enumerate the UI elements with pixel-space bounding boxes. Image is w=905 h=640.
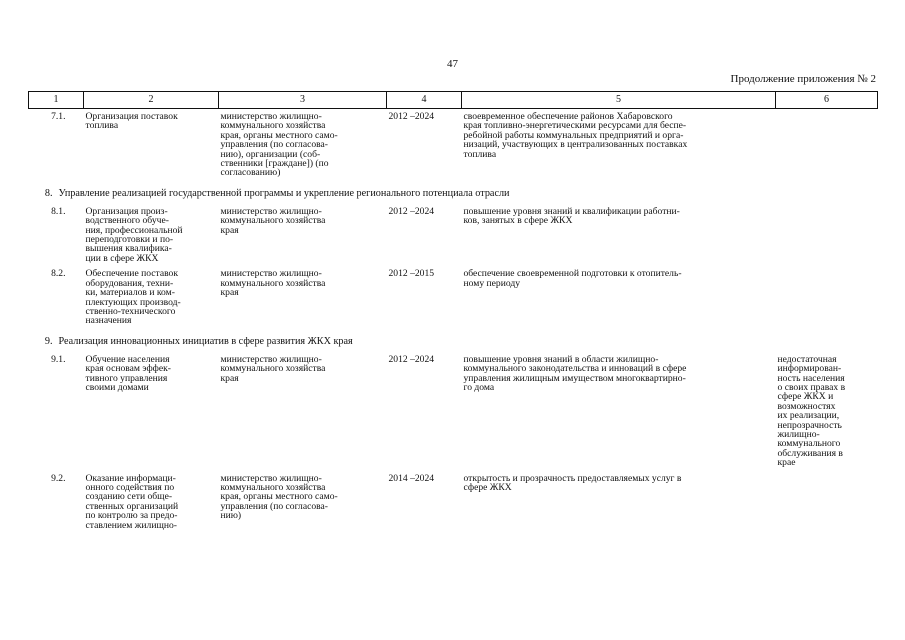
header-col-4: 4: [387, 92, 462, 109]
executor-cell-line: ственники [граждане]) (по: [220, 158, 329, 170]
result-cell-line: коммунального законодательства и инноваций в сфере: [463, 363, 687, 375]
activity-cell-line: своими домами: [85, 381, 149, 393]
executor-cell-line: министерство жилищно-: [220, 111, 322, 122]
activity-cell-line: переподготовки и по-: [85, 234, 174, 246]
continuation-label: Продолжение приложения № 2: [730, 73, 876, 85]
table-row: [29, 207, 878, 263]
section-title: Реализация инновационных инициатив в сфере развития ЖКХ края: [58, 335, 353, 347]
risk-cell-line: крае: [777, 457, 796, 469]
risk-cell: [776, 474, 878, 530]
page-number: 47: [447, 58, 458, 70]
activity-cell-line: ственных организаций: [85, 500, 179, 512]
risk-cell-line: коммунального: [777, 438, 841, 450]
executor-cell: [219, 109, 387, 178]
activity-cell: [84, 207, 219, 263]
activity-cell-line: ки, материалов и ком-: [85, 287, 175, 299]
activity-cell-line: Организация поставок: [85, 111, 178, 122]
activity-cell: [84, 474, 219, 530]
executor-cell-line: нию): [220, 510, 242, 522]
executor-cell-line: коммунального хозяйства: [220, 363, 326, 375]
risk-cell-line: сфере ЖКХ и: [777, 391, 834, 403]
result-cell-line: своевременное обеспечение районов Хабаровского: [463, 111, 673, 122]
row-spacer: [29, 530, 878, 536]
activity-cell-line: по контролю за предо-: [85, 510, 178, 522]
activity-cell: [84, 269, 219, 325]
result-cell: [462, 207, 776, 263]
executor-cell-line: нию), организации (соб-: [220, 148, 321, 160]
activity-cell-line: Обеспечение поставок: [85, 268, 179, 280]
executor-cell-line: коммунального хозяйства: [220, 120, 326, 132]
risk-cell: [776, 109, 878, 178]
section-number: 9.: [44, 335, 53, 347]
activity-cell-line: ции в сфере ЖКХ: [85, 252, 159, 264]
executor-cell: [219, 474, 387, 530]
risk-cell-line: недостаточная: [777, 353, 837, 365]
risk-cell-line: непрозрачность: [777, 419, 842, 431]
result-cell-line: ков, занятых в сфере ЖКХ: [463, 215, 573, 227]
executor-cell-line: коммунального хозяйства: [220, 215, 326, 227]
result-cell: [462, 109, 776, 178]
activity-cell-line: водственного обуче-: [85, 215, 169, 227]
section-number: 8.: [44, 187, 53, 199]
activity-cell-line: оборудования, техни-: [85, 277, 174, 289]
header-col-5: 5: [462, 92, 776, 109]
executor-cell-line: управления (по согласова-: [220, 139, 328, 151]
executor-cell-line: министерство жилищно-: [220, 353, 322, 365]
activity-cell-line: онного содействия по: [85, 482, 175, 493]
activity-cell-line: Оказание информаци-: [85, 472, 176, 484]
executor-cell-line: края: [220, 224, 239, 236]
period-cell: 2012 –2015: [388, 268, 435, 280]
item-number: 9.1.: [51, 353, 66, 365]
section-row: [29, 184, 878, 207]
result-cell-line: ребойной работы коммунальных предприятий и орга-: [463, 129, 684, 141]
table-body: [29, 109, 878, 537]
risk-cell: [776, 207, 878, 263]
executor-cell: [219, 269, 387, 325]
header-row: [29, 92, 878, 109]
result-cell-line: го дома: [463, 381, 495, 393]
table-row: [29, 474, 878, 530]
result-cell-line: края топливно-энергетическими ресурсами для беспе-: [463, 120, 687, 132]
result-cell: [462, 269, 776, 325]
period-cell: 2012 –2024: [388, 111, 435, 122]
risk-cell-line: жилищно-: [777, 428, 820, 440]
activity-cell-line: тивного управления: [85, 372, 168, 384]
executor-cell-line: министерство жилищно-: [220, 205, 322, 217]
section-cell: [29, 332, 878, 355]
risk-cell: [776, 269, 878, 325]
executor-cell-line: края, органы местного само-: [220, 491, 338, 503]
activity-cell: [84, 109, 219, 178]
risk-cell-line: обслуживания в: [777, 447, 843, 459]
activity-cell: [84, 355, 219, 468]
header-col-3: 3: [219, 92, 387, 109]
executor-cell-line: согласованию): [220, 167, 281, 179]
period-cell: 2012 –2024: [388, 205, 435, 217]
risk-cell-line: ность населения: [777, 372, 845, 384]
executor-cell: [219, 355, 387, 468]
result-cell-line: повышение уровня знаний в области жилищно-: [463, 353, 659, 365]
result-cell-line: сфере ЖКХ: [463, 482, 512, 493]
activity-cell-line: назначения: [85, 315, 132, 327]
executor-cell-line: края, органы местного само-: [220, 129, 338, 141]
section-cell: [29, 184, 878, 207]
activity-cell-line: плектующих производ-: [85, 296, 181, 308]
program-table: [28, 91, 878, 536]
table-row: [29, 109, 878, 178]
risk-cell-line: их реализации,: [777, 410, 840, 422]
executor-cell-line: управления (по согласова-: [220, 500, 328, 512]
item-number: 9.2.: [51, 472, 66, 484]
result-cell-line: открытость и прозрачность предоставляемых услуг в: [463, 472, 682, 484]
risk-cell-line: информирован-: [777, 363, 842, 375]
section-row: [29, 332, 878, 355]
item-number: 8.2.: [51, 268, 66, 280]
activity-cell-line: ния, профессиональной: [85, 224, 183, 236]
table-row: [29, 355, 878, 468]
result-cell-line: низаций, участвующих в централизованных поставках: [463, 139, 688, 151]
row-spacer-cell: [29, 530, 878, 536]
table-row: [29, 269, 878, 325]
header-col-2: 2: [84, 92, 219, 109]
risk-cell-line: о своих правах в: [777, 381, 846, 393]
item-number: 8.1.: [51, 205, 66, 217]
risk-cell: [776, 355, 878, 468]
header-col-1: 1: [29, 92, 84, 109]
executor-cell: [219, 207, 387, 263]
executor-cell-line: края: [220, 372, 239, 384]
period-cell: 2014 –2024: [388, 472, 435, 484]
activity-cell-line: края основам эффек-: [85, 363, 171, 375]
table-header: [29, 92, 878, 109]
result-cell-line: ному периоду: [463, 277, 521, 289]
result-cell-line: обеспечение своевременной подготовки к отопитель-: [463, 268, 682, 280]
executor-cell-line: коммунального хозяйства: [220, 482, 326, 493]
result-cell-line: топлива: [463, 148, 497, 160]
result-cell-line: повышение уровня знаний и квалификации работни-: [463, 205, 680, 217]
result-cell-line: управления жилищным имуществом многоквартирно-: [463, 372, 686, 384]
activity-cell-line: Организация произ-: [85, 205, 168, 217]
executor-cell-line: края: [220, 287, 239, 299]
section-title: Управление реализацией государственной программы и укрепление регионального потенциала отрасли: [58, 187, 510, 199]
activity-cell-line: Обучение населения: [85, 353, 170, 365]
result-cell: [462, 355, 776, 468]
executor-cell-line: министерство жилищно-: [220, 268, 322, 280]
item-number: 7.1.: [51, 111, 66, 122]
header-col-6: 6: [776, 92, 878, 109]
activity-cell-line: ставлением жилищно-: [85, 519, 177, 531]
activity-cell-line: ственно-технического: [85, 305, 176, 317]
risk-cell-line: возможностях: [777, 400, 836, 412]
period-cell: 2012 –2024: [388, 353, 435, 365]
result-cell: [462, 474, 776, 530]
activity-cell-line: созданию сети обще-: [85, 491, 173, 503]
activity-cell-line: топлива: [85, 120, 119, 132]
executor-cell-line: министерство жилищно-: [220, 472, 322, 484]
executor-cell-line: коммунального хозяйства: [220, 277, 326, 289]
activity-cell-line: вышения квалифика-: [85, 243, 172, 255]
